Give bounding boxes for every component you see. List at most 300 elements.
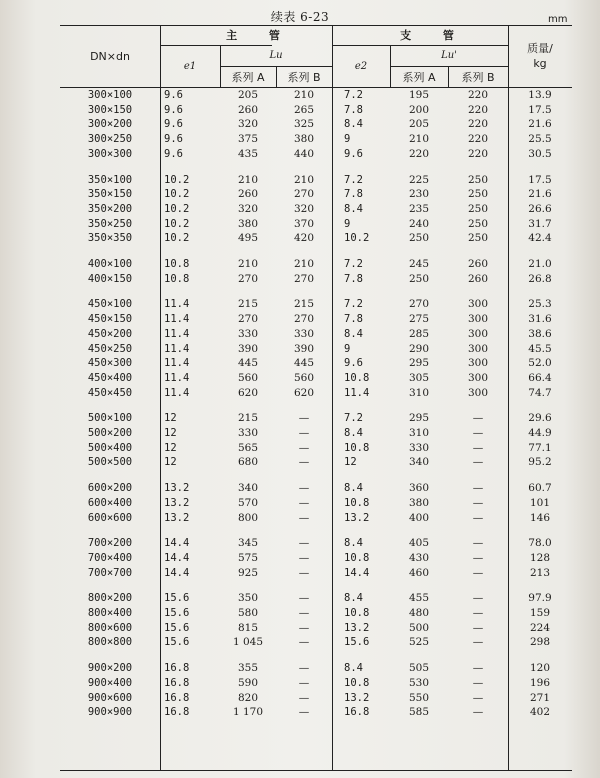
mass-cell: 17.5: [528, 103, 552, 116]
e1-cell: 16.8: [164, 706, 190, 719]
main-series-b-cell: 560: [293, 371, 315, 384]
e1-cell: 10.2: [164, 173, 190, 186]
dn-cell: 450×300: [87, 357, 133, 370]
branch-series-b-cell: —: [472, 496, 484, 509]
table-row: [60, 691, 572, 706]
mass-cell: 66.4: [528, 371, 552, 384]
dn-cell: 350×200: [87, 202, 133, 215]
main-series-a-cell: 590: [237, 676, 259, 689]
e2-cell: 7.2: [344, 412, 363, 425]
branch-series-a-cell: 200: [408, 103, 430, 116]
table-row: [60, 103, 572, 118]
table-row: [60, 147, 572, 162]
e1-cell: 13.2: [164, 482, 190, 495]
mass-cell: 42.4: [528, 232, 552, 245]
dn-cell: 450×400: [87, 371, 133, 384]
mass-cell: 402: [529, 706, 551, 719]
table-row: [60, 591, 572, 606]
main-series-a-cell: 270: [237, 272, 259, 285]
branch-series-a-cell: 380: [408, 496, 430, 509]
e1-cell: 11.4: [164, 298, 190, 311]
e1-cell: 13.2: [164, 511, 190, 524]
e2-cell: 10.8: [344, 496, 370, 509]
main-series-a-cell: 350: [237, 592, 259, 605]
branch-series-a-cell: 250: [408, 232, 430, 245]
e2-cell: 13.2: [344, 511, 370, 524]
e1-cell: 12: [164, 412, 177, 425]
mass-cell: 30.5: [528, 147, 552, 160]
table-row: [60, 187, 572, 202]
main-series-a-cell: 925: [237, 566, 259, 579]
mass-cell: 146: [529, 511, 551, 524]
unit-label: mm: [548, 14, 568, 25]
mass-cell: 60.7: [528, 482, 552, 495]
branch-series-b-cell: 220: [467, 118, 489, 131]
main-series-a-cell: 560: [237, 371, 259, 384]
branch-series-b-cell: 260: [467, 272, 489, 285]
main-series-b-cell: —: [298, 537, 310, 550]
e1-cell: 16.8: [164, 662, 190, 675]
mass-cell: 38.6: [528, 327, 552, 340]
table-row: [60, 511, 572, 526]
e1-cell: 15.6: [164, 592, 190, 605]
main-series-b-cell: 270: [293, 272, 315, 285]
mass-cell: 52.0: [528, 357, 552, 370]
table-row: [60, 202, 572, 217]
table-row: [60, 312, 572, 327]
e2-cell: 7.2: [344, 89, 363, 101]
e2-cell: 7.8: [344, 103, 363, 116]
main-series-a-cell: 820: [237, 691, 259, 704]
main-series-b-cell: —: [298, 551, 310, 564]
table-row: [60, 297, 572, 312]
main-series-b-cell: —: [298, 566, 310, 579]
dn-cell: 350×150: [87, 188, 133, 201]
branch-series-b-cell: 220: [467, 89, 489, 101]
main-series-b-cell: 270: [293, 188, 315, 201]
header-mass: [508, 25, 572, 87]
mass-cell: 21.6: [528, 188, 552, 201]
header-mass-line1: 质量/: [527, 42, 553, 55]
main-series-b-cell: 380: [293, 133, 315, 146]
table-row: [60, 455, 572, 470]
dn-cell: 500×400: [87, 441, 133, 454]
main-series-a-cell: 215: [237, 412, 259, 425]
main-series-b-cell: —: [298, 607, 310, 619]
main-series-a-cell: 375: [237, 133, 259, 146]
mass-cell: 45.5: [528, 342, 552, 355]
e1-cell: 9.6: [164, 118, 183, 131]
branch-series-a-cell: 225: [408, 173, 430, 186]
branch-series-a-cell: 235: [408, 202, 430, 215]
dn-cell: 400×100: [87, 258, 133, 270]
e2-cell: 8.4: [344, 427, 363, 439]
dn-cell: 300×250: [87, 133, 133, 146]
main-series-a-cell: 270: [237, 313, 259, 326]
dn-cell: 900×900: [87, 706, 133, 719]
branch-series-b-cell: 300: [467, 357, 489, 370]
mass-cell: 21.0: [528, 258, 552, 270]
dn-cell: 800×200: [87, 592, 133, 605]
table-row: [60, 257, 572, 272]
e2-cell: 11.4: [344, 386, 370, 399]
mass-cell: 97.9: [528, 592, 552, 605]
branch-series-a-cell: 305: [408, 371, 430, 384]
main-series-b-cell: 420: [293, 232, 315, 245]
dn-cell: 900×200: [87, 662, 133, 675]
e1-cell: 10.8: [164, 258, 190, 270]
table-row: [60, 327, 572, 342]
header-branch-pipe: 支 管: [400, 29, 468, 42]
branch-series-b-cell: 250: [467, 202, 489, 215]
e2-cell: 12: [344, 456, 357, 469]
main-series-b-cell: —: [298, 482, 310, 495]
branch-series-b-cell: —: [472, 607, 484, 619]
main-series-b-cell: —: [298, 412, 310, 425]
main-series-b-cell: 390: [293, 342, 315, 355]
table-row: [60, 481, 572, 496]
branch-series-b-cell: —: [472, 551, 484, 564]
branch-series-a-cell: 310: [408, 386, 430, 399]
table-row: [60, 231, 572, 246]
branch-series-b-cell: —: [472, 676, 484, 689]
table-row: [60, 386, 572, 401]
e1-cell: 10.2: [164, 188, 190, 201]
main-series-b-cell: —: [298, 456, 310, 469]
main-series-a-cell: 260: [237, 103, 259, 116]
table-row: [60, 676, 572, 691]
branch-series-b-cell: 260: [467, 258, 489, 270]
table-row: [60, 621, 572, 636]
branch-series-a-cell: 480: [408, 607, 430, 619]
e2-cell: 9.6: [344, 357, 363, 370]
branch-series-b-cell: —: [472, 456, 484, 469]
branch-series-b-cell: 300: [467, 298, 489, 311]
main-series-a-cell: 435: [237, 147, 259, 160]
branch-series-a-cell: 245: [408, 258, 430, 270]
branch-series-a-cell: 295: [408, 357, 430, 370]
mass-cell: 25.5: [528, 133, 552, 146]
main-series-a-cell: 815: [237, 621, 259, 634]
branch-series-b-cell: 300: [467, 327, 489, 340]
main-series-b-cell: 210: [293, 258, 315, 270]
mass-cell: 159: [529, 607, 551, 619]
main-series-b-cell: —: [298, 662, 310, 675]
main-series-b-cell: 325: [293, 118, 315, 131]
mass-cell: 298: [529, 636, 551, 649]
branch-series-a-cell: 455: [408, 592, 430, 605]
e2-cell: 7.8: [344, 272, 363, 285]
table-row: [60, 566, 572, 581]
main-series-b-cell: 440: [293, 147, 315, 160]
branch-series-a-cell: 290: [408, 342, 430, 355]
e2-cell: 9: [344, 133, 351, 146]
main-series-a-cell: 800: [237, 511, 259, 524]
branch-series-a-cell: 250: [408, 272, 430, 285]
main-series-b-cell: 620: [293, 386, 315, 399]
dn-cell: 450×250: [87, 342, 133, 355]
dn-cell: 800×400: [87, 607, 133, 619]
branch-series-b-cell: —: [472, 511, 484, 524]
branch-series-a-cell: 220: [408, 147, 430, 160]
e1-cell: 9.6: [164, 89, 183, 101]
header-e2: e2: [354, 60, 368, 72]
branch-series-b-cell: 300: [467, 371, 489, 384]
dn-cell: 300×300: [87, 147, 133, 160]
main-series-a-cell: 570: [237, 496, 259, 509]
e2-cell: 10.8: [344, 676, 370, 689]
main-series-a-cell: 205: [237, 89, 259, 101]
branch-series-b-cell: 300: [467, 313, 489, 326]
e1-cell: 12: [164, 441, 177, 454]
dn-cell: 500×500: [87, 456, 133, 469]
e2-cell: 9: [344, 217, 351, 230]
branch-series-b-cell: 220: [467, 133, 489, 146]
main-series-b-cell: —: [298, 511, 310, 524]
mass-cell: 224: [529, 621, 551, 634]
e1-cell: 9.6: [164, 103, 183, 116]
dn-cell: 900×600: [87, 691, 133, 704]
dn-cell: 350×100: [87, 173, 133, 186]
header-main-series-b: 系列 B: [287, 70, 321, 84]
dn-cell: 300×100: [87, 89, 133, 101]
branch-series-a-cell: 460: [408, 566, 430, 579]
main-series-b-cell: —: [298, 691, 310, 704]
e1-cell: 9.6: [164, 147, 183, 160]
mass-cell: 21.6: [528, 118, 552, 131]
branch-series-a-cell: 505: [408, 662, 430, 675]
table-row: [60, 88, 572, 103]
branch-series-b-cell: —: [472, 706, 484, 719]
e2-cell: 15.6: [344, 636, 370, 649]
main-series-a-cell: 495: [237, 232, 259, 245]
e1-cell: 11.4: [164, 327, 190, 340]
e2-cell: 13.2: [344, 691, 370, 704]
main-series-a-cell: 345: [237, 537, 259, 550]
mass-cell: 25.3: [528, 298, 552, 311]
branch-series-b-cell: —: [472, 662, 484, 675]
main-series-b-cell: 370: [293, 217, 315, 230]
branch-series-a-cell: 430: [408, 551, 430, 564]
branch-series-b-cell: 220: [467, 103, 489, 116]
main-series-b-cell: 210: [293, 89, 315, 101]
header-branch-series-b: 系列 B: [461, 70, 495, 84]
e1-cell: 14.4: [164, 551, 190, 564]
dn-cell: 700×200: [87, 537, 133, 550]
e1-cell: 16.8: [164, 691, 190, 704]
table-row: [60, 173, 572, 188]
branch-series-b-cell: —: [472, 537, 484, 550]
branch-series-a-cell: 310: [408, 427, 430, 439]
mass-cell: 74.7: [528, 386, 552, 399]
mass-cell: 44.9: [528, 427, 552, 439]
branch-series-b-cell: —: [472, 636, 484, 649]
e2-cell: 9.6: [344, 147, 363, 160]
table-row: [60, 411, 572, 426]
e1-cell: 11.4: [164, 386, 190, 399]
e2-cell: 7.8: [344, 188, 363, 201]
main-series-b-cell: 270: [293, 313, 315, 326]
dn-cell: 600×200: [87, 482, 133, 495]
e2-cell: 10.8: [344, 371, 370, 384]
dn-cell: 900×400: [87, 676, 133, 689]
dn-cell: 450×450: [87, 386, 133, 399]
main-series-a-cell: 1 170: [232, 706, 264, 719]
main-series-b-cell: 330: [293, 327, 315, 340]
mass-cell: 17.5: [528, 173, 552, 186]
main-series-a-cell: 1 045: [232, 636, 264, 649]
e1-cell: 10.8: [164, 272, 190, 285]
dn-cell: 300×150: [87, 103, 133, 116]
table-row: [60, 606, 572, 621]
branch-series-a-cell: 405: [408, 537, 430, 550]
header-mass-line2: kg: [533, 57, 547, 70]
main-series-a-cell: 330: [237, 327, 259, 340]
mass-cell: 78.0: [528, 537, 552, 550]
main-series-a-cell: 210: [237, 258, 259, 270]
dn-cell: 800×600: [87, 621, 133, 634]
e1-cell: 11.4: [164, 313, 190, 326]
e2-cell: 7.2: [344, 298, 363, 311]
main-series-b-cell: —: [298, 636, 310, 649]
branch-series-b-cell: —: [472, 621, 484, 634]
main-series-b-cell: —: [298, 706, 310, 719]
e1-cell: 15.6: [164, 636, 190, 649]
header-main-series-a: 系列 A: [231, 70, 265, 84]
table-row: [60, 342, 572, 357]
e1-cell: 9.6: [164, 133, 183, 146]
e1-cell: 10.2: [164, 217, 190, 230]
table-row: [60, 635, 572, 650]
dn-cell: 600×400: [87, 496, 133, 509]
branch-series-b-cell: 250: [467, 173, 489, 186]
branch-series-a-cell: 270: [408, 298, 430, 311]
mass-cell: 128: [529, 551, 551, 564]
e1-cell: 11.4: [164, 371, 190, 384]
dn-cell: 500×100: [87, 412, 133, 425]
main-series-a-cell: 580: [237, 607, 259, 619]
branch-series-a-cell: 500: [408, 621, 430, 634]
main-series-b-cell: —: [298, 427, 310, 439]
branch-series-b-cell: —: [472, 441, 484, 454]
e2-cell: 9: [344, 342, 351, 355]
table-row: [60, 426, 572, 441]
main-series-a-cell: 215: [237, 298, 259, 311]
main-series-a-cell: 210: [237, 173, 259, 186]
main-series-a-cell: 565: [237, 441, 259, 454]
e2-cell: 8.4: [344, 662, 363, 675]
mass-cell: 31.6: [528, 313, 552, 326]
dn-cell: 300×200: [87, 118, 133, 131]
table-row: [60, 705, 572, 720]
e2-cell: 14.4: [344, 566, 370, 579]
branch-series-a-cell: 195: [408, 89, 430, 101]
e1-cell: 11.4: [164, 342, 190, 355]
table-row: [60, 371, 572, 386]
branch-series-a-cell: 240: [408, 217, 430, 230]
branch-series-b-cell: —: [472, 691, 484, 704]
main-series-b-cell: 215: [293, 298, 315, 311]
e2-cell: 8.4: [344, 202, 363, 215]
dn-cell: 700×700: [87, 566, 133, 579]
e2-cell: 7.2: [344, 258, 363, 270]
branch-series-b-cell: 250: [467, 232, 489, 245]
main-series-b-cell: 320: [293, 202, 315, 215]
main-series-b-cell: —: [298, 441, 310, 454]
branch-series-a-cell: 295: [408, 412, 430, 425]
branch-series-b-cell: 250: [467, 188, 489, 201]
main-series-a-cell: 620: [237, 386, 259, 399]
main-series-b-cell: 445: [293, 357, 315, 370]
main-series-b-cell: —: [298, 676, 310, 689]
dn-cell: 800×800: [87, 636, 133, 649]
mass-cell: 13.9: [528, 89, 552, 101]
table-row: [60, 496, 572, 511]
branch-series-b-cell: 220: [467, 147, 489, 160]
dn-cell: 350×250: [87, 217, 133, 230]
branch-series-b-cell: 300: [467, 386, 489, 399]
main-series-a-cell: 445: [237, 357, 259, 370]
header-main-pipe: 主 管: [226, 29, 294, 42]
mass-cell: 213: [529, 566, 551, 579]
e1-cell: 13.2: [164, 496, 190, 509]
table-caption: 续表 6-23: [270, 10, 330, 24]
mass-cell: 271: [529, 691, 551, 704]
main-series-a-cell: 260: [237, 188, 259, 201]
main-series-b-cell: 210: [293, 173, 315, 186]
e1-cell: 10.2: [164, 202, 190, 215]
e1-cell: 15.6: [164, 621, 190, 634]
table-row: [60, 217, 572, 232]
table-bottom-rule: [60, 770, 572, 771]
e2-cell: 10.8: [344, 441, 370, 454]
mass-cell: 31.7: [528, 217, 552, 230]
main-series-a-cell: 320: [237, 202, 259, 215]
e1-cell: 15.6: [164, 607, 190, 619]
dn-cell: 450×100: [87, 298, 133, 311]
table-row: [60, 441, 572, 456]
e2-cell: 8.4: [344, 327, 363, 340]
branch-series-a-cell: 400: [408, 511, 430, 524]
branch-series-a-cell: 360: [408, 482, 430, 495]
e2-cell: 13.2: [344, 621, 370, 634]
branch-series-a-cell: 205: [408, 118, 430, 131]
main-series-a-cell: 340: [237, 482, 259, 495]
main-series-a-cell: 330: [237, 427, 259, 439]
e2-cell: 10.8: [344, 551, 370, 564]
header-lu-prime: Lu': [441, 50, 457, 61]
branch-series-a-cell: 275: [408, 313, 430, 326]
branch-series-a-cell: 210: [408, 133, 430, 146]
table-row: [60, 132, 572, 147]
dn-cell: 400×150: [87, 272, 133, 285]
header-branch-series-a: 系列 A: [402, 70, 436, 84]
branch-series-b-cell: —: [472, 592, 484, 605]
e1-cell: 16.8: [164, 676, 190, 689]
table-row: [60, 551, 572, 566]
main-series-a-cell: 390: [237, 342, 259, 355]
header-lu: Lu: [269, 50, 283, 61]
dn-cell: 600×600: [87, 511, 133, 524]
main-series-b-cell: —: [298, 592, 310, 605]
table-row: [60, 272, 572, 287]
e1-cell: 10.2: [164, 232, 190, 245]
e2-cell: 8.4: [344, 482, 363, 495]
dn-cell: 450×200: [87, 327, 133, 340]
dn-cell: 700×400: [87, 551, 133, 564]
main-series-a-cell: 355: [237, 662, 259, 675]
header-e1: e1: [183, 60, 197, 72]
